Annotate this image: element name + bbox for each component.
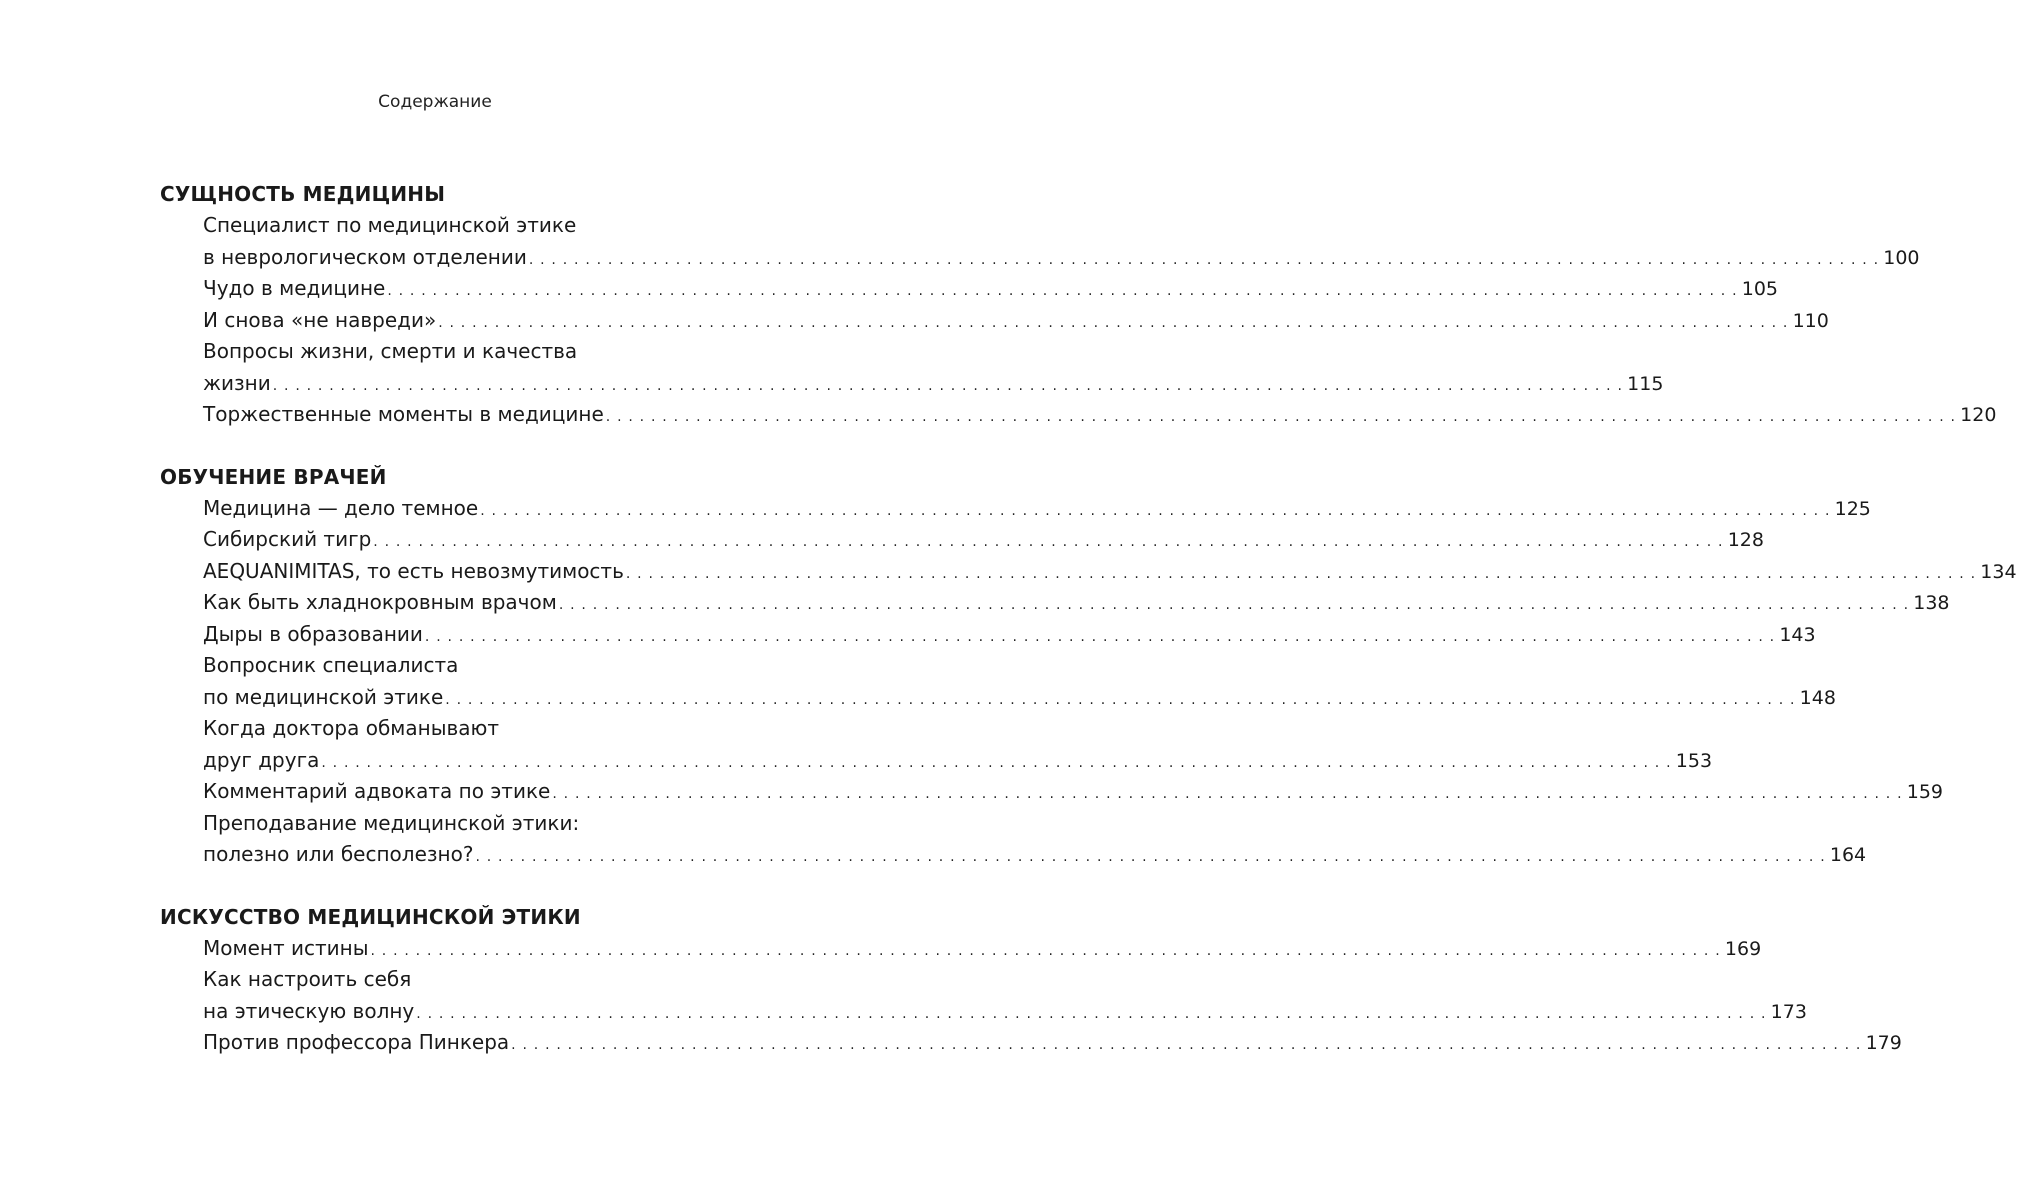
entry-leader-line xyxy=(203,493,1871,525)
toc-entry[interactable] xyxy=(203,524,1764,556)
toc-section xyxy=(160,901,1902,1059)
toc-entry[interactable] xyxy=(203,336,1664,399)
entry-leader-line xyxy=(203,524,1764,556)
entry-title: Комментарий адвоката по этике xyxy=(203,779,551,803)
toc-entry[interactable] xyxy=(203,305,1829,337)
entry-leader-line xyxy=(203,1027,1902,1059)
entry-title: жизни xyxy=(203,370,271,395)
page-number: 164 xyxy=(1829,844,1867,866)
dot-leader: . . . . . . . . . . . . . . . . . . . . . . . . . . . . . . . . . . . . . . . . . . . . . . . . . . . . . . . . . . . . . . . . . . . . . . . . . . . . . . . . . . . . . . . . . . . . . . . . . . . . . . . . . . . . . . . . . . . . . . . . xyxy=(528,251,1880,268)
entry-leader-line xyxy=(203,933,1762,965)
page-number: 115 xyxy=(1627,372,1664,395)
dot-leader: . . . . . . . . . . . . . . . . . . . . . . . . . . . . . . . . . . . . . . . . . . . . . . . . . . . . . . . . . . . . . . . . . . . . . . . . . . . . . . . . . . . . . . . . . . . . . . . . . . . . . . . . . . . . . . . . . . . . . . . . xyxy=(373,534,1724,550)
page-number: 134 xyxy=(1980,560,2017,583)
dot-leader: . . . . . . . . . . . . . . . . . . . . . . . . . . . . . . . . . . . . . . . . . . . . . . . . . . . . . . . . . . . . . . . . . . . . . . . . . . . . . . . . . . . . . . . . . . . . . . . . . . . . . . . . . . . . . . . . . . . . . . . . xyxy=(321,754,1672,771)
entry-leader-line xyxy=(203,587,1950,619)
entry-title-line: Вопросы жизни, смерти и качества xyxy=(203,339,578,363)
page-number: 125 xyxy=(1834,497,1871,520)
dot-leader: . . . . . . . . . . . . . . . . . . . . . . . . . . . . . . . . . . . . . . . . . . . . . . . . . . . . . . . . . . . . . . . . . . . . . . . . . . . . . . . . . . . . . . . . . . . . . . . . . . . . . . . . . . . . . . . . . . . . . . . . xyxy=(625,565,1977,582)
page-number: 110 xyxy=(1792,309,1829,332)
page-number: 105 xyxy=(1741,278,1778,300)
page-number: 153 xyxy=(1675,749,1713,772)
toc-entry[interactable] xyxy=(203,619,1816,651)
entry-title: полезно или бесполезно? xyxy=(203,842,474,866)
section-entries xyxy=(160,493,2017,871)
page-number: 143 xyxy=(1779,623,1816,646)
page-number: 148 xyxy=(1799,686,1836,709)
entry-title: Медицина — дело темное xyxy=(203,495,479,520)
entry-title: Против профессора Пинкера xyxy=(203,1030,510,1054)
entry-title-line: Вопросник специалиста xyxy=(203,653,459,677)
toc-entry[interactable] xyxy=(203,964,1807,1027)
toc-section xyxy=(160,178,1997,431)
entry-title: Дыры в образовании xyxy=(203,621,423,646)
entry-leader-line xyxy=(203,556,2017,588)
page-number: 128 xyxy=(1727,529,1764,551)
dot-leader: . . . . . . . . . . . . . . . . . . . . . . . . . . . . . . . . . . . . . . . . . . . . . . . . . . . . . . . . . . . . . . . . . . . . . . . . . . . . . . . . . . . . . . . . . . . . . . . . . . . . . . . . . . . . . . . . . . . . . . . . xyxy=(272,377,1624,394)
entry-leader-line xyxy=(203,839,1867,871)
entry-leader-line xyxy=(203,399,1997,431)
toc-entry[interactable] xyxy=(203,933,1762,965)
entry-leader-line xyxy=(203,368,1664,400)
dot-leader: . . . . . . . . . . . . . . . . . . . . . . . . . . . . . . . . . . . . . . . . . . . . . . . . . . . . . . . . . . . . . . . . . . . . . . . . . . . . . . . . . . . . . . . . . . . . . . . . . . . . . . . . . . . . . . . . . . . . . . . . xyxy=(438,314,1789,331)
dot-leader: . . . . . . . . . . . . . . . . . . . . . . . . . . . . . . . . . . . . . . . . . . . . . . . . . . . . . . . . . . . . . . . . . . . . . . . . . . . . . . . . . . . . . . . . . . . . . . . . . . . . . . . . . . . . . . . . . . . . . . . . xyxy=(511,1037,1862,1053)
toc-entry[interactable] xyxy=(203,1027,1902,1059)
entry-leader-line xyxy=(203,996,1807,1028)
dot-leader: . . . . . . . . . . . . . . . . . . . . . . . . . . . . . . . . . . . . . . . . . . . . . . . . . . . . . . . . . . . . . . . . . . . . . . . . . . . . . . . . . . . . . . . . . . . . . . . . . . . . . . . . . . . . . . . . . . . . . . . . xyxy=(480,502,1831,519)
dot-leader: . . . . . . . . . . . . . . . . . . . . . . . . . . . . . . . . . . . . . . . . . . . . . . . . . . . . . . . . . . . . . . . . . . . . . . . . . . . . . . . . . . . . . . . . . . . . . . . . . . . . . . . . . . . . . . . . . . . . . . . . xyxy=(605,409,1957,425)
section-entries xyxy=(160,210,1997,431)
entry-title: Торжественные моменты в медицине xyxy=(203,402,604,426)
dot-leader: . . . . . . . . . . . . . . . . . . . . . . . . . . . . . . . . . . . . . . . . . . . . . . . . . . . . . . . . . . . . . . . . . . . . . . . . . . . . . . . . . . . . . . . . . . . . . . . . . . . . . . . . . . . . . . . . . . . . . . . . xyxy=(475,849,1826,865)
section-title: СУЩНОСТЬ МЕДИЦИНЫ xyxy=(160,182,446,206)
page-number: 173 xyxy=(1770,1000,1807,1023)
entry-title: И снова «не навреди» xyxy=(203,307,437,332)
toc-section xyxy=(160,461,2017,871)
entry-title-line: Как настроить себя xyxy=(203,967,412,991)
dot-leader: . . . . . . . . . . . . . . . . . . . . . . . . . . . . . . . . . . . . . . . . . . . . . . . . . . . . . . . . . . . . . . . . . . . . . . . . . . . . . . . . . . . . . . . . . . . . . . . . . . . . . . . . . . . . . . . . . . . . . . . . xyxy=(558,597,1910,613)
toc-entry[interactable] xyxy=(203,399,1997,431)
dot-leader: . . . . . . . . . . . . . . . . . . . . . . . . . . . . . . . . . . . . . . . . . . . . . . . . . . . . . . . . . . . . . . . . . . . . . . . . . . . . . . . . . . . . . . . . . . . . . . . . . . . . . . . . . . . . . . . . . . . . . . . . xyxy=(387,283,1738,299)
section-title: ОБУЧЕНИЕ ВРАЧЕЙ xyxy=(160,464,387,489)
page-number: 100 xyxy=(1883,246,1920,269)
entry-leader-line xyxy=(203,776,1944,808)
toc-entry[interactable] xyxy=(203,273,1778,305)
page-number: 169 xyxy=(1724,937,1762,960)
page-number: 159 xyxy=(1906,781,1944,803)
entry-title: Как быть хладнокровным врачом xyxy=(203,590,557,614)
entry-leader-line xyxy=(203,745,1713,777)
section-entries xyxy=(160,933,1902,1059)
entry-leader-line xyxy=(203,273,1778,305)
entry-title: на этическую волну xyxy=(203,998,415,1023)
table-of-contents xyxy=(160,178,2017,1089)
dot-leader: . . . . . . . . . . . . . . . . . . . . . . . . . . . . . . . . . . . . . . . . . . . . . . . . . . . . . . . . . . . . . . . . . . . . . . . . . . . . . . . . . . . . . . . . . . . . . . . . . . . . . . . . . . . . . . . . . . . . . . . . xyxy=(416,1005,1767,1022)
entry-title: Чудо в медицине xyxy=(203,276,386,300)
entry-title: по медицинской этике xyxy=(203,684,444,709)
entry-leader-line xyxy=(203,682,1836,714)
page-number: 138 xyxy=(1913,592,1950,614)
entry-title: в неврологическом отделении xyxy=(203,244,527,269)
toc-entry[interactable] xyxy=(203,808,1867,871)
entry-title: друг друга xyxy=(203,747,320,772)
toc-entry[interactable] xyxy=(203,493,1871,525)
toc-entry[interactable] xyxy=(203,650,1836,713)
dot-leader: . . . . . . . . . . . . . . . . . . . . . . . . . . . . . . . . . . . . . . . . . . . . . . . . . . . . . . . . . . . . . . . . . . . . . . . . . . . . . . . . . . . . . . . . . . . . . . . . . . . . . . . . . . . . . . . . . . . . . . . . xyxy=(552,786,1903,802)
dot-leader: . . . . . . . . . . . . . . . . . . . . . . . . . . . . . . . . . . . . . . . . . . . . . . . . . . . . . . . . . . . . . . . . . . . . . . . . . . . . . . . . . . . . . . . . . . . . . . . . . . . . . . . . . . . . . . . . . . . . . . . . xyxy=(445,691,1796,708)
page-number: 120 xyxy=(1960,404,1997,426)
toc-entry[interactable] xyxy=(203,776,1944,808)
toc-entry[interactable] xyxy=(203,210,1920,273)
page-number: 179 xyxy=(1865,1032,1902,1054)
section-title: ИСКУССТВО МЕДИЦИНСКОЙ ЭТИКИ xyxy=(160,904,581,929)
entry-title: Сибирский тигр xyxy=(203,527,372,551)
dot-leader: . . . . . . . . . . . . . . . . . . . . . . . . . . . . . . . . . . . . . . . . . . . . . . . . . . . . . . . . . . . . . . . . . . . . . . . . . . . . . . . . . . . . . . . . . . . . . . . . . . . . . . . . . . . . . . . . . . . . . . . . xyxy=(370,942,1721,959)
dot-leader: . . . . . . . . . . . . . . . . . . . . . . . . . . . . . . . . . . . . . . . . . . . . . . . . . . . . . . . . . . . . . . . . . . . . . . . . . . . . . . . . . . . . . . . . . . . . . . . . . . . . . . . . . . . . . . . . . . . . . . . . xyxy=(424,628,1776,645)
entry-title-line: Специалист по медицинской этике xyxy=(203,213,577,237)
toc-entry[interactable] xyxy=(203,556,2017,588)
entry-leader-line xyxy=(203,619,1816,651)
running-head: Содержание xyxy=(378,92,492,112)
toc-entry[interactable] xyxy=(203,713,1713,776)
entry-title-line: Преподавание медицинской этики: xyxy=(203,810,580,835)
entry-title: AEQUANIMITAS, то есть невозмутимость xyxy=(203,558,624,583)
entry-leader-line xyxy=(203,242,1920,274)
toc-entry[interactable] xyxy=(203,587,1950,619)
entry-title: Момент истины xyxy=(203,935,369,960)
entry-leader-line xyxy=(203,305,1829,337)
entry-title-line: Когда доктора обманывают xyxy=(203,716,500,740)
